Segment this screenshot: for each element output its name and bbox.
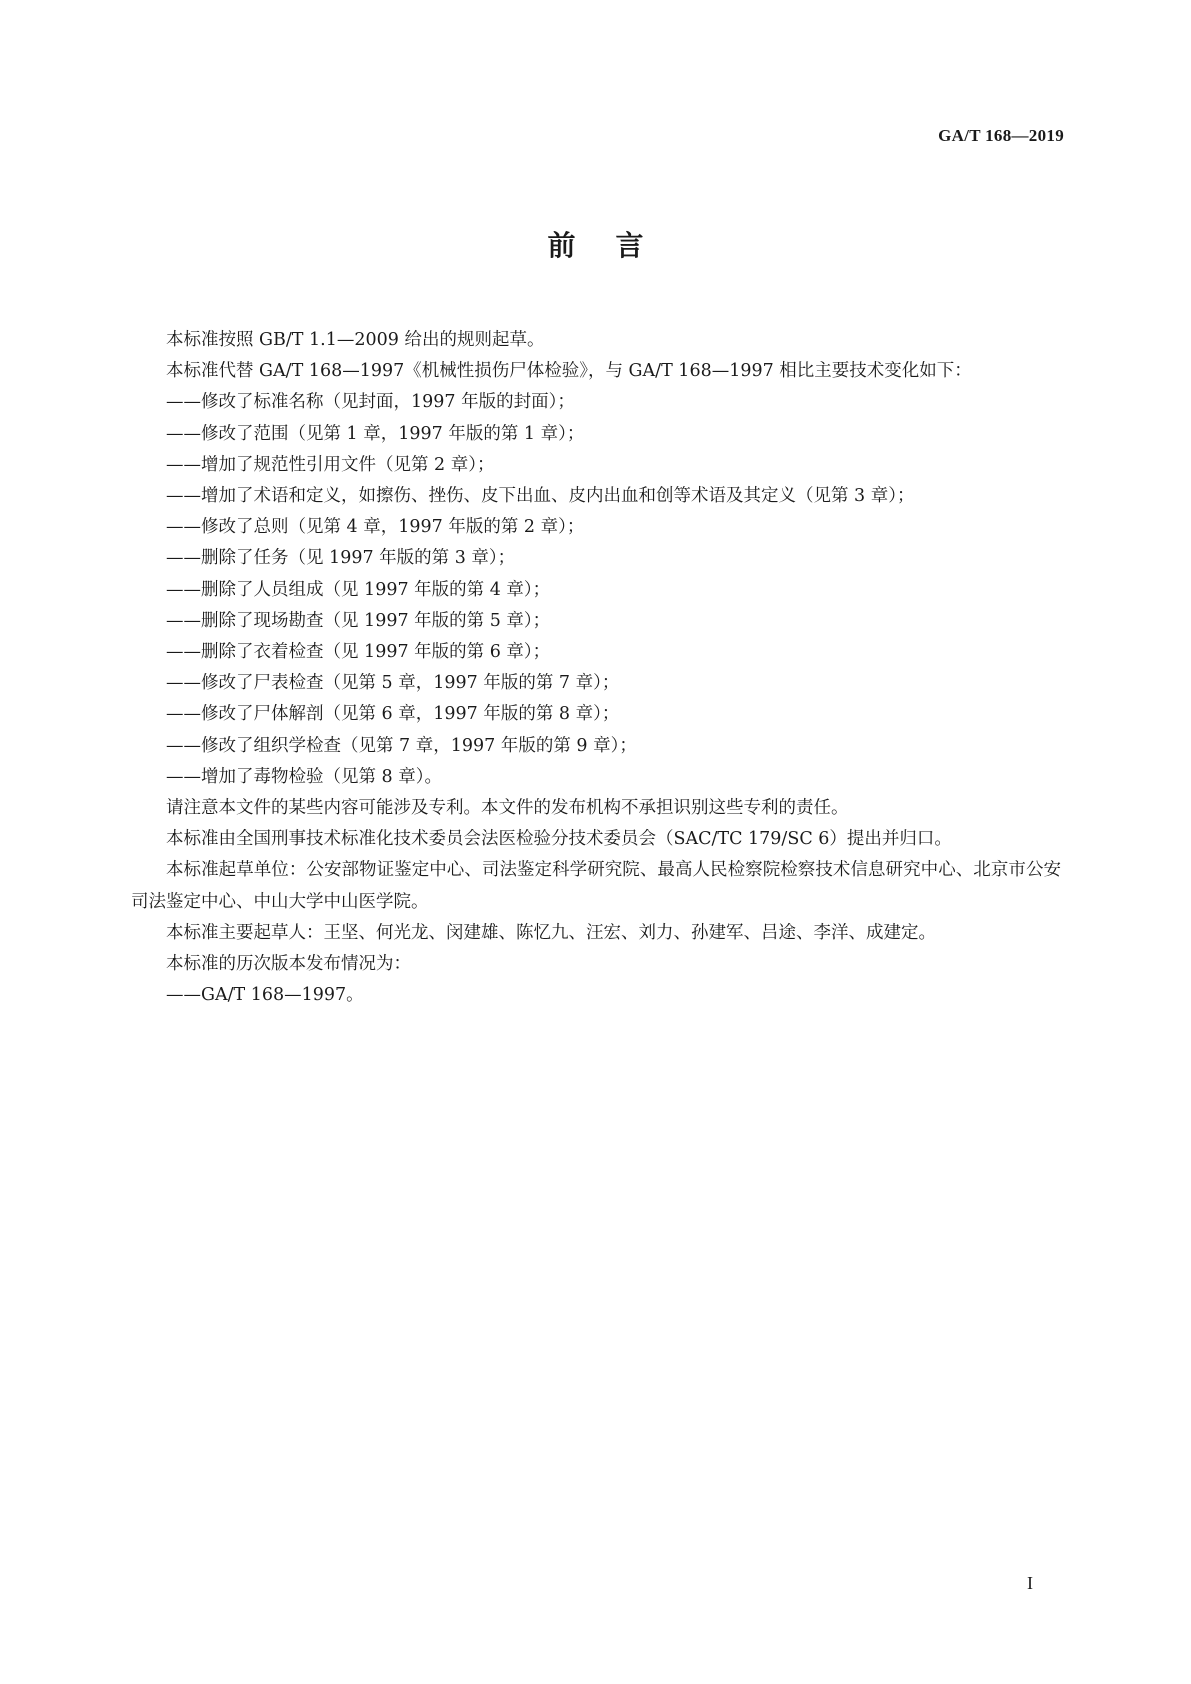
list-item: ——修改了尸表检查（见第 5 章，1997 年版的第 7 章）； [166,673,620,694]
history-list-item: ——GA/T 168—1997。 [166,985,364,1006]
list-item: ——删除了任务（见 1997 年版的第 3 章）； [166,548,516,569]
list-item: ——增加了规范性引用文件（见第 2 章）； [166,454,495,475]
list-item: ——修改了组织学检查（见第 7 章，1997 年版的第 9 章）； [166,735,637,756]
paragraph-drafting-units: 本标准起草单位：公安部物证鉴定中心、司法鉴定科学研究院、最高人民检察院检察技术信息研究中心、北京市公安司法鉴定中心、中山大学中山医学院。 [131,860,1061,912]
list-item: ——修改了范围（见第 1 章，1997 年版的第 1 章）； [166,423,585,444]
list-item: ——增加了毒物检验（见第 8 章）。 [166,766,443,787]
page-number: I [1027,1573,1033,1593]
paragraph-history: 本标准的历次版本发布情况为： [166,954,411,975]
list-item: ——删除了衣着检查（见 1997 年版的第 6 章）； [166,642,551,663]
list-item: ——增加了术语和定义，如擦伤、挫伤、皮下出血、皮内出血和创等术语及其定义（见第 3 章）； [166,486,915,507]
paragraph-patent-notice: 请注意本文件的某些内容可能涉及专利。本文件的发布机构不承担识别这些专利的责任。 [166,798,849,819]
list-item: ——删除了人员组成（见 1997 年版的第 4 章）； [166,579,551,600]
document-code: GA/T 168—2019 [938,126,1064,145]
paragraph-proposer: 本标准由全国刑事技术标准化技术委员会法医检验分技术委员会（SAC/TC 179/SC 6）提出并归口。 [166,829,952,850]
changes-list [131,387,1061,793]
paragraph-drafters: 本标准主要起草人：王坚、何光龙、闵建雄、陈忆九、汪宏、刘力、孙建军、吕途、李洋、成建定。 [166,922,936,943]
list-item: ——修改了总则（见第 4 章，1997 年版的第 2 章）； [166,517,585,538]
list-item: ——修改了标准名称（见封面，1997 年版的封面）； [166,392,575,413]
list-item: ——修改了尸体解剖（见第 6 章，1997 年版的第 8 章）； [166,704,620,725]
list-item: ——删除了现场勘查（见 1997 年版的第 5 章）； [166,610,551,631]
foreword-body [131,325,1061,1011]
page-title: 前言 [547,229,684,262]
paragraph-replacement: 本标准代替 GA/T 168—1997《机械性损伤尸体检验》，与 GA/T 168—1997 相比主要技术变化如下： [166,361,972,382]
paragraph-drafting-rules: 本标准按照 GB/T 1.1—2009 给出的规则起草。 [166,330,545,350]
